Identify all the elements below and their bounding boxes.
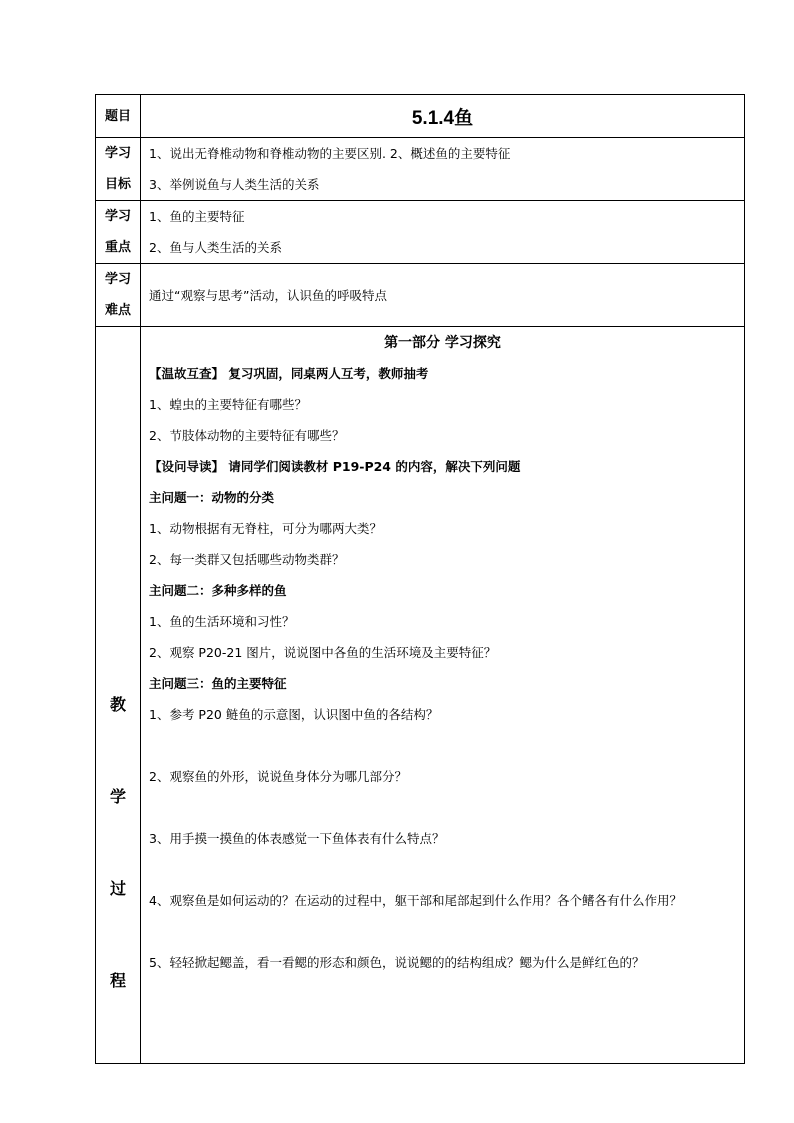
title-label-cell — [96, 95, 141, 138]
key-points-row — [96, 201, 745, 264]
title-label: 题目 — [104, 108, 131, 124]
lesson-plan-table — [95, 94, 745, 1064]
process-vertical-label — [96, 327, 140, 1063]
process-row — [96, 327, 745, 1064]
topic-heading: 主问题二：多种多样的鱼 — [149, 583, 287, 598]
topic-heading: 主问题一：动物的分类 — [149, 490, 275, 505]
key-points-label-cell — [96, 201, 141, 264]
process-label-char: 学 — [109, 787, 126, 806]
key-points-label-line2: 重点 — [104, 240, 131, 255]
objectives-label-line2: 目标 — [104, 177, 131, 192]
answer-space — [141, 978, 744, 1009]
title-cell — [141, 95, 745, 138]
answer-space — [141, 916, 744, 947]
question-line: 2、观察鱼的外形，说说鱼身体分为哪几部分？ — [149, 769, 407, 784]
key-point-line: 2、鱼与人类生活的关系 — [149, 240, 282, 255]
answer-space — [141, 854, 744, 885]
question-line: 3、用手摸一摸鱼的体表感觉一下鱼体表有什么特点？ — [149, 831, 445, 846]
topic-heading: 主问题三：鱼的主要特征 — [149, 676, 287, 691]
answer-space — [141, 792, 744, 823]
process-content — [141, 327, 745, 1064]
process-label-char: 过 — [109, 879, 126, 898]
objectives-content — [141, 138, 745, 201]
difficulties-label-line2: 难点 — [104, 303, 131, 318]
question-line: 1、参考 P20 鲢鱼的示意图，认识图中鱼的各结构？ — [149, 707, 439, 722]
process-label-char: 程 — [109, 971, 126, 990]
objective-line: 3、举例说鱼与人类生活的关系 — [149, 177, 320, 192]
question-line: 4、观察鱼是如何运动的？在运动的过程中，躯干部和尾部起到什么作用？各个鳍各有什么作用？ — [149, 893, 682, 908]
section-title: 第一部分 学习探究 — [384, 335, 501, 351]
difficulties-row — [96, 264, 745, 327]
objectives-label-cell — [96, 138, 141, 201]
title-row — [96, 95, 745, 138]
difficulty-line: 通过“观察与思考”活动，认识鱼的呼吸特点 — [149, 287, 387, 303]
question-line: 2、每一类群又包括哪些动物类群？ — [149, 552, 345, 567]
answer-space — [141, 730, 744, 761]
lesson-number: 5.1.4 — [411, 107, 455, 129]
guide-heading: 【设问导读】 请同学们阅读教材 P19-P24 的内容，解决下列问题 — [149, 459, 521, 474]
key-points-content — [141, 201, 745, 264]
key-points-label-line1: 学习 — [104, 209, 131, 224]
question-line: 1、鱼的生活环境和习性？ — [149, 614, 295, 629]
question-line: 2、观察 P20-21 图片，说说图中各鱼的生活环境及主要特征？ — [149, 645, 497, 660]
key-point-line: 1、鱼的主要特征 — [149, 209, 245, 224]
question-line: 1、动物根据有无脊柱，可分为哪两大类？ — [149, 521, 382, 536]
process-label-cell — [96, 327, 141, 1064]
objectives-row — [96, 138, 745, 201]
objectives-label-line1: 学习 — [104, 146, 131, 161]
objective-line: 1、说出无脊椎动物和脊椎动物的主要区别. 2、概述鱼的主要特征 — [149, 146, 511, 161]
question-line: 5、轻轻掀起鳃盖，看一看鳃的形态和颜色，说说鳃的的结构组成？鳃为什么是鲜红色的？ — [149, 955, 645, 970]
process-label-char: 教 — [109, 695, 126, 714]
question-line: 1、蝗虫的主要特征有哪些？ — [149, 397, 307, 412]
question-line: 2、节肢体动物的主要特征有哪些？ — [149, 428, 345, 443]
lesson-title: 鱼 — [454, 107, 474, 129]
difficulties-label-line1: 学习 — [104, 272, 131, 287]
difficulties-content — [141, 264, 745, 327]
review-heading: 【温故互查】 复习巩固，同桌两人互考，教师抽考 — [149, 366, 429, 381]
difficulties-label-cell — [96, 264, 141, 327]
